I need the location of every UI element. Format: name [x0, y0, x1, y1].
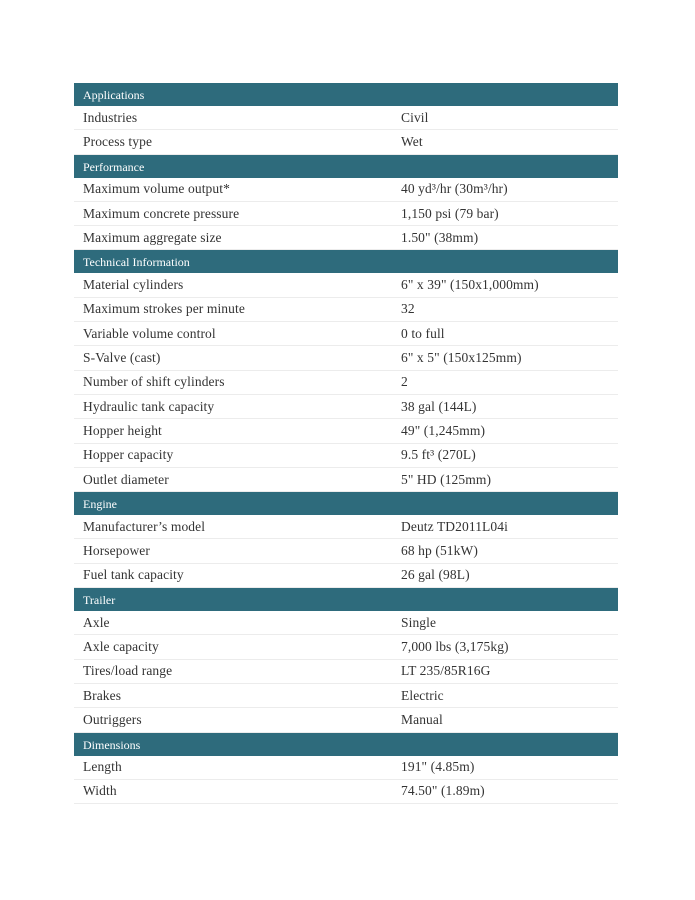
row-label: Manufacturer’s model [83, 518, 206, 534]
table-row [74, 298, 618, 322]
table-row [74, 564, 618, 588]
row-label: Process type [83, 133, 153, 149]
table-row [74, 346, 618, 370]
row-label: Maximum volume output* [83, 181, 230, 197]
row-label: Hopper capacity [83, 447, 174, 463]
row-value: Manual [401, 711, 443, 727]
row-value: 26 gal (98L) [401, 567, 470, 583]
row-value: Single [401, 614, 437, 630]
row-label: Hopper height [83, 422, 162, 438]
row-value: 40 yd³/hr (30m³/hr) [401, 181, 508, 197]
row-value: 1.50" (38mm) [401, 229, 479, 245]
row-label: Maximum concrete pressure [83, 205, 240, 221]
row-label: Outlet diameter [83, 471, 169, 487]
table-row [74, 468, 618, 492]
row-value: 5" HD (125mm) [401, 471, 492, 487]
section-header: Performance [74, 155, 618, 178]
table-row [74, 322, 618, 346]
table-row [74, 780, 618, 804]
row-value: 32 [401, 301, 415, 317]
row-value: Electric [401, 687, 444, 703]
row-value: 2 [401, 374, 408, 390]
row-value: 1,150 psi (79 bar) [401, 205, 499, 221]
row-value: 0 to full [401, 325, 445, 341]
row-label: Maximum strokes per minute [83, 301, 245, 317]
spec-table [74, 83, 618, 804]
section-trailer [74, 588, 618, 732]
row-value: 38 gal (144L) [401, 398, 477, 414]
row-value: 6" x 39" (150x1,000mm) [401, 277, 539, 293]
section-header: Dimensions [74, 733, 618, 756]
row-value: 68 hp (51kW) [401, 543, 478, 559]
table-row [74, 202, 618, 226]
row-label: Length [83, 759, 122, 775]
section-applications [74, 83, 618, 155]
row-value: 7,000 lbs (3,175kg) [401, 638, 509, 654]
table-row [74, 444, 618, 468]
row-label: Industries [83, 109, 138, 125]
row-label: Horsepower [83, 543, 150, 559]
section-header: Applications [74, 83, 618, 106]
table-row [74, 611, 618, 635]
row-label: Outriggers [83, 711, 142, 727]
row-label: Hydraulic tank capacity [83, 398, 215, 414]
row-label: Brakes [83, 687, 122, 703]
table-row [74, 130, 618, 154]
row-label: Maximum aggregate size [83, 229, 222, 245]
table-row [74, 684, 618, 708]
row-label: Material cylinders [83, 277, 184, 293]
row-value: Deutz TD2011L04i [401, 518, 508, 534]
table-row [74, 371, 618, 395]
row-value: Civil [401, 109, 429, 125]
section-dimensions [74, 733, 618, 805]
row-value: 191" (4.85m) [401, 759, 475, 775]
row-label: S-Valve (cast) [83, 350, 161, 366]
row-value: 49" (1,245mm) [401, 422, 486, 438]
table-row [74, 635, 618, 659]
row-label: Width [83, 783, 117, 799]
section-header: Trailer [74, 588, 618, 611]
row-label: Number of shift cylinders [83, 374, 225, 390]
table-row [74, 515, 618, 539]
table-row [74, 395, 618, 419]
table-row [74, 226, 618, 250]
row-label: Axle capacity [83, 638, 159, 654]
section-technical-information [74, 250, 618, 492]
row-value: Wet [401, 133, 423, 149]
section-engine [74, 492, 618, 588]
row-value: 9.5 ft³ (270L) [401, 447, 476, 463]
row-label: Variable volume control [83, 325, 216, 341]
row-value: 6" x 5" (150x125mm) [401, 350, 522, 366]
section-performance [74, 155, 618, 251]
table-row [74, 273, 618, 297]
row-label: Axle [83, 614, 110, 630]
row-value: LT 235/85R16G [401, 663, 491, 679]
table-row [74, 660, 618, 684]
table-row [74, 539, 618, 563]
section-header: Engine [74, 492, 618, 515]
table-row [74, 708, 618, 732]
table-row [74, 419, 618, 443]
table-row [74, 178, 618, 202]
table-row [74, 106, 618, 130]
row-label: Tires/load range [83, 663, 173, 679]
section-header: Technical Information [74, 250, 618, 273]
row-label: Fuel tank capacity [83, 567, 184, 583]
table-row [74, 756, 618, 780]
row-value: 74.50" (1.89m) [401, 783, 485, 799]
